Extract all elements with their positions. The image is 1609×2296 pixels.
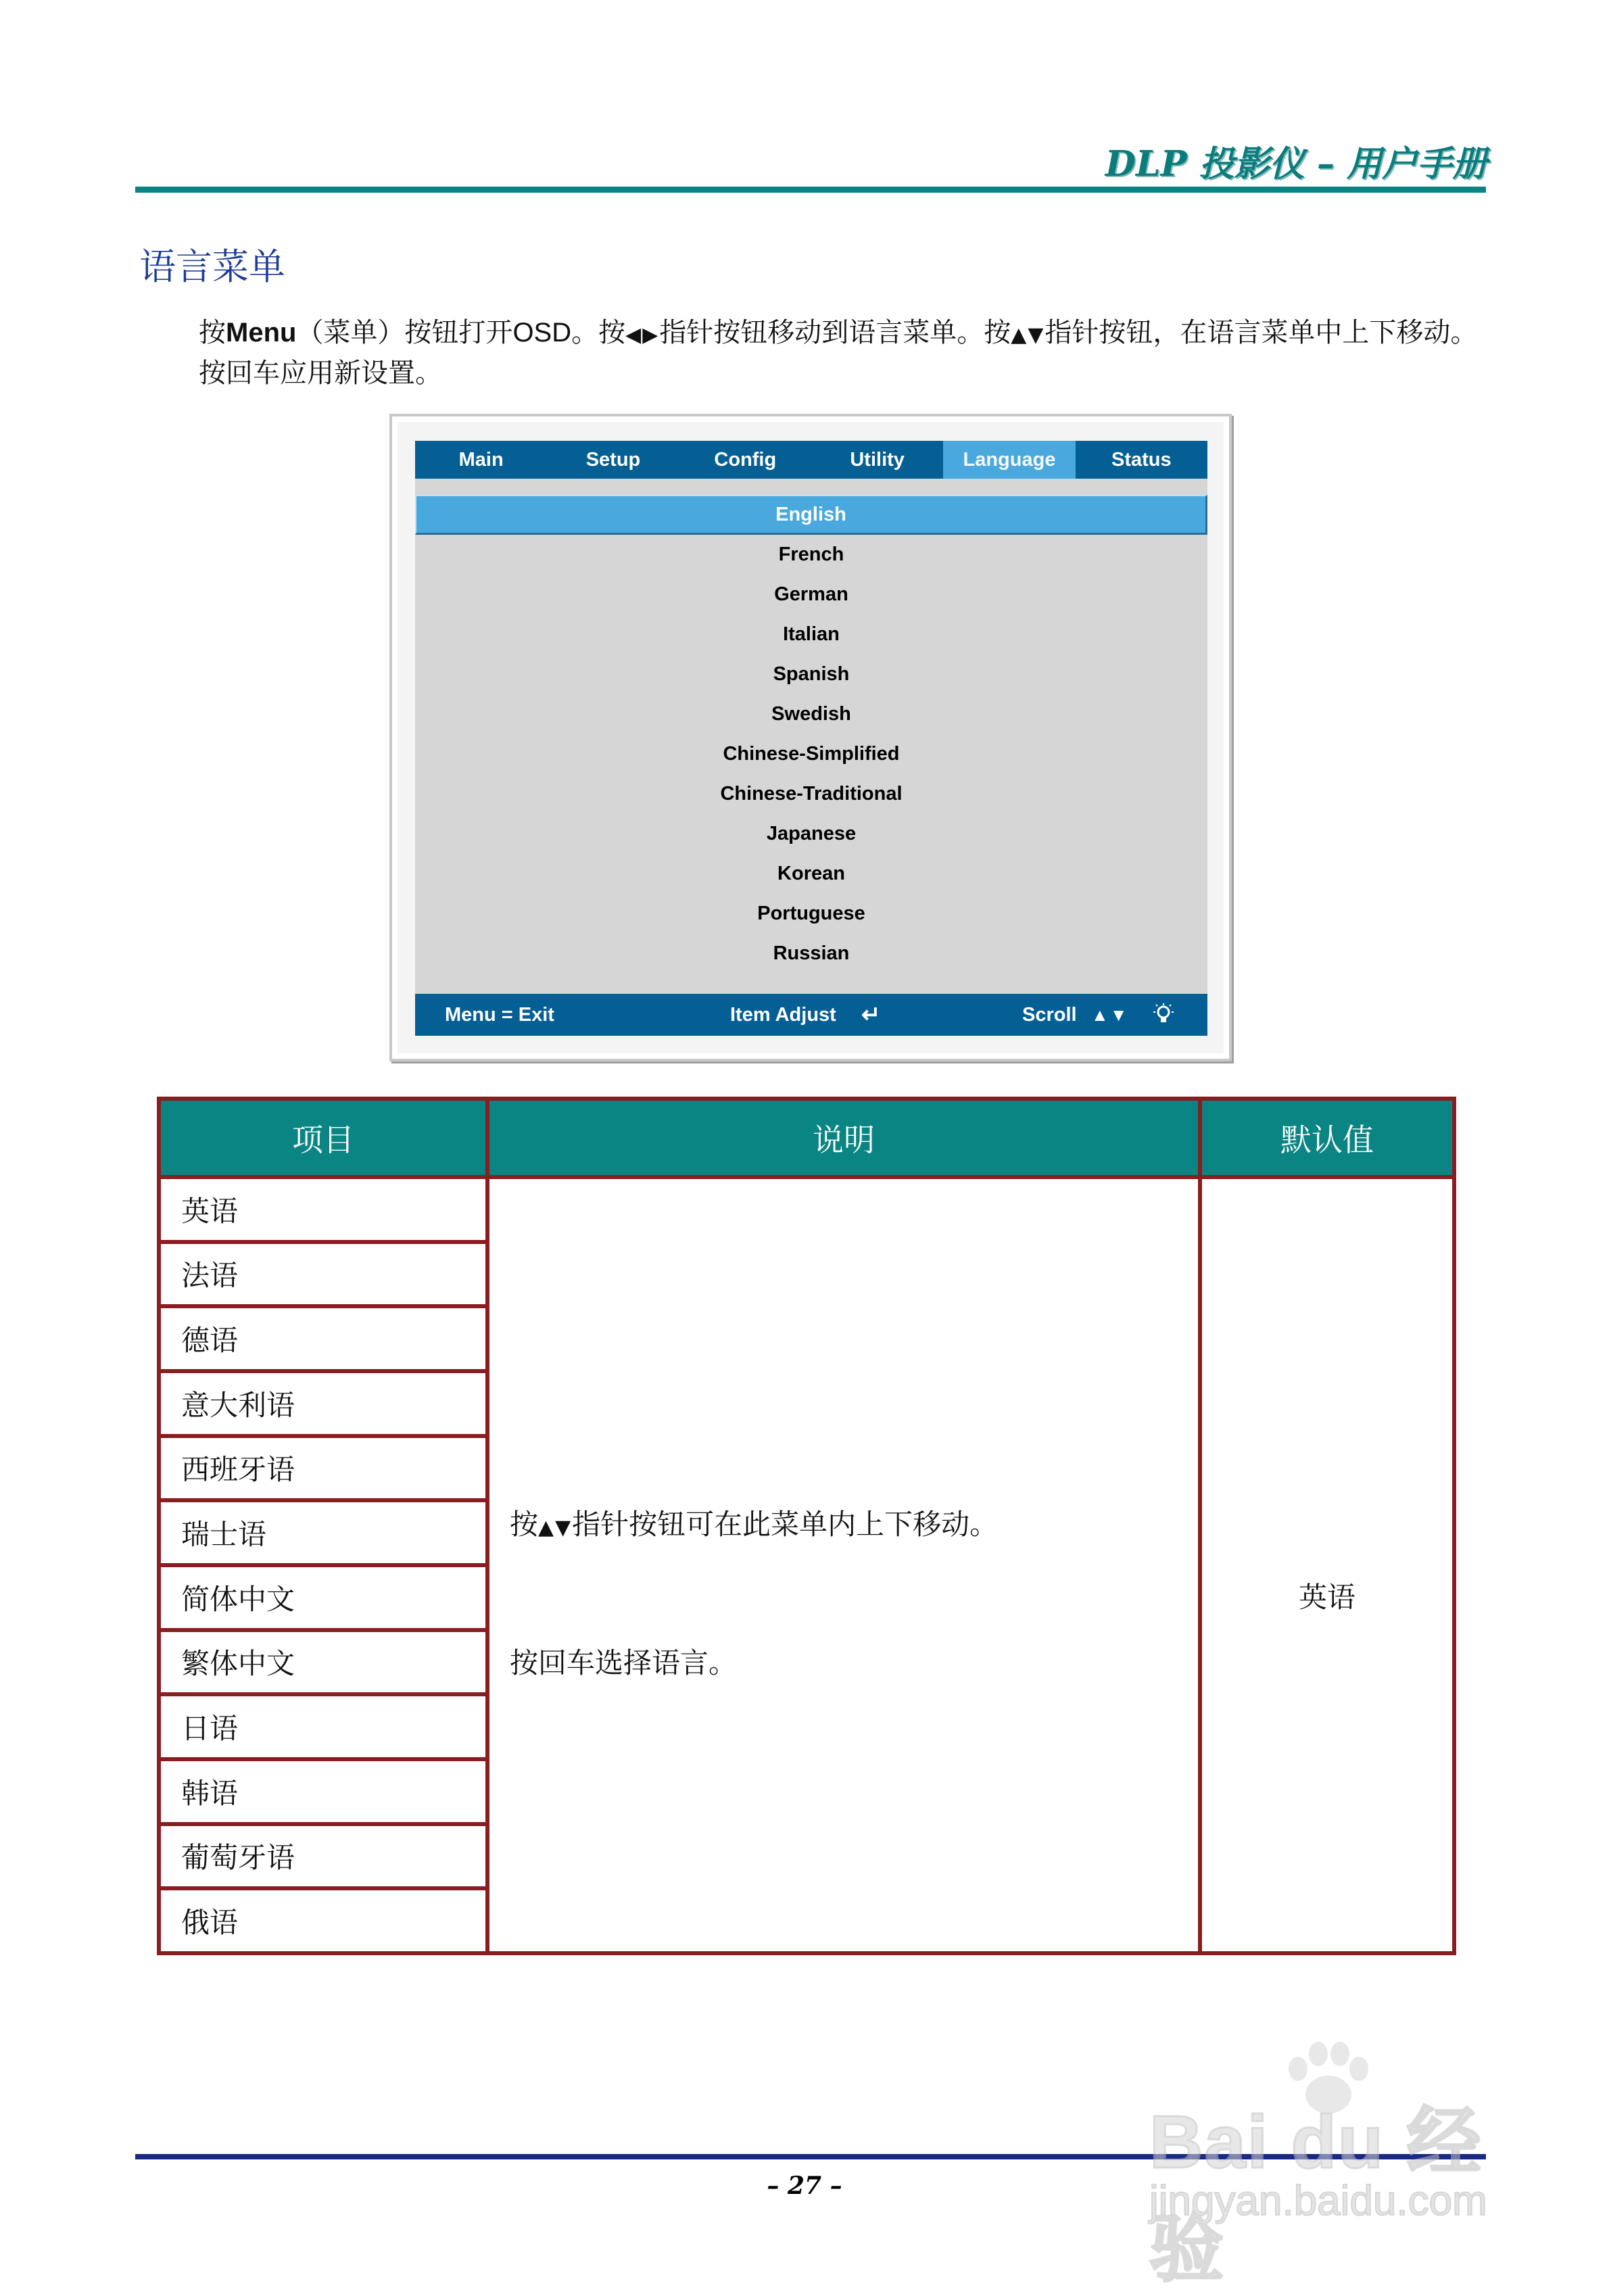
intro-text-5: 指针按钮，在语言菜单中上下移动。按回车应用新设置。 bbox=[199, 317, 1478, 389]
intro-text-4: 指针按钮移动到语言菜单。按 bbox=[659, 317, 1011, 348]
intro-text-2: （菜单）按钮打开 bbox=[296, 317, 513, 348]
osd-item-english[interactable]: English bbox=[415, 495, 1207, 535]
desc-text-1: 按 bbox=[510, 1508, 539, 1541]
intro-osd-word: OSD bbox=[512, 318, 572, 348]
watermark-url: jingyan.baidu.com bbox=[1149, 2178, 1487, 2224]
watermark-brand: Bai du 经验 bbox=[1149, 2101, 1483, 2291]
desc-text-2: 指针按钮可在此菜单内上下移动。 bbox=[572, 1508, 999, 1541]
item-swiss: 瑞士语 bbox=[159, 1500, 487, 1565]
item-chinese-traditional: 繁体中文 bbox=[159, 1630, 487, 1695]
header-description: 说明 bbox=[487, 1099, 1200, 1177]
item-japanese: 日语 bbox=[159, 1694, 487, 1759]
osd-item-portuguese[interactable]: Portuguese bbox=[757, 903, 865, 924]
osd-footer-item-adjust: Item Adjust bbox=[730, 1003, 836, 1026]
item-russian: 俄语 bbox=[159, 1888, 487, 1953]
osd-footer-bar bbox=[415, 994, 1207, 1036]
item-english: 英语 bbox=[159, 1177, 487, 1242]
osd-item-swedish[interactable]: Swedish bbox=[771, 703, 851, 725]
item-spanish: 西班牙语 bbox=[159, 1436, 487, 1501]
intro-menu-word: Menu bbox=[226, 318, 297, 348]
osd-item-chinese-traditional[interactable]: Chinese-Traditional bbox=[720, 783, 903, 805]
item-german: 德语 bbox=[159, 1306, 487, 1371]
osd-item-korean[interactable]: Korean bbox=[777, 863, 845, 884]
tab-status[interactable]: Status bbox=[1111, 448, 1172, 471]
section-title: 语言菜单 bbox=[139, 245, 285, 288]
description-cell bbox=[487, 1177, 1200, 1953]
item-italian: 意大利语 bbox=[159, 1371, 487, 1436]
up-down-arrow-icon: ▲▼ bbox=[1011, 323, 1045, 347]
table-row bbox=[159, 1177, 1454, 1242]
osd-tab-bar bbox=[415, 441, 1207, 479]
description-line-2: 按回车选择语言。 bbox=[510, 1646, 738, 1679]
osd-item-chinese-simplified[interactable]: Chinese-Simplified bbox=[723, 743, 900, 765]
tab-setup[interactable]: Setup bbox=[585, 448, 641, 471]
page-number: – 27 – bbox=[767, 2172, 842, 2200]
osd-footer-exit: Menu = Exit bbox=[445, 1003, 554, 1026]
language-spec-table bbox=[157, 1097, 1456, 1955]
header-item: 项目 bbox=[159, 1099, 487, 1177]
intro-paragraph bbox=[199, 314, 1497, 392]
enter-icon: ↵ bbox=[861, 1002, 881, 1028]
item-portuguese: 葡萄牙语 bbox=[159, 1824, 487, 1889]
osd-item-japanese[interactable]: Japanese bbox=[766, 823, 857, 844]
left-right-arrow-icon: ◀▶ bbox=[625, 323, 660, 347]
tab-config[interactable]: Config bbox=[714, 448, 777, 471]
intro-text-3: 。按 bbox=[571, 317, 626, 348]
header-rule bbox=[135, 187, 1486, 193]
osd-item-russian[interactable]: Russian bbox=[773, 942, 850, 964]
osd-item-german[interactable]: German bbox=[774, 583, 848, 605]
osd-language-list bbox=[415, 495, 1207, 974]
baidu-watermark bbox=[1143, 2042, 1535, 2291]
description-line-1 bbox=[510, 1502, 1197, 1543]
osd-footer-scroll: Scroll bbox=[1022, 1003, 1077, 1026]
tab-main[interactable]: Main bbox=[458, 448, 504, 471]
header-title: DLP 投影仪 – 用户手册 bbox=[1105, 143, 1487, 185]
item-korean: 韩语 bbox=[159, 1759, 487, 1824]
osd-item-spanish[interactable]: Spanish bbox=[773, 663, 850, 685]
up-down-arrow-icon: ▲▼ bbox=[538, 1516, 573, 1539]
tab-language[interactable]: Language bbox=[943, 441, 1075, 479]
osd-item-italian[interactable]: Italian bbox=[783, 623, 840, 645]
scroll-arrows-icon: ▲▼ bbox=[1091, 1004, 1129, 1025]
lightbulb-icon bbox=[1153, 994, 1174, 1036]
osd-item-french[interactable]: French bbox=[778, 544, 844, 565]
intro-text-1: 按 bbox=[199, 317, 226, 348]
tab-utility[interactable]: Utility bbox=[850, 448, 905, 471]
default-value: 英语 bbox=[1200, 1177, 1454, 1953]
header-default: 默认值 bbox=[1200, 1099, 1454, 1177]
table-header-row bbox=[159, 1099, 1454, 1177]
item-chinese-simplified: 简体中文 bbox=[159, 1565, 487, 1630]
osd-menu bbox=[415, 441, 1207, 1036]
item-french: 法语 bbox=[159, 1242, 487, 1307]
